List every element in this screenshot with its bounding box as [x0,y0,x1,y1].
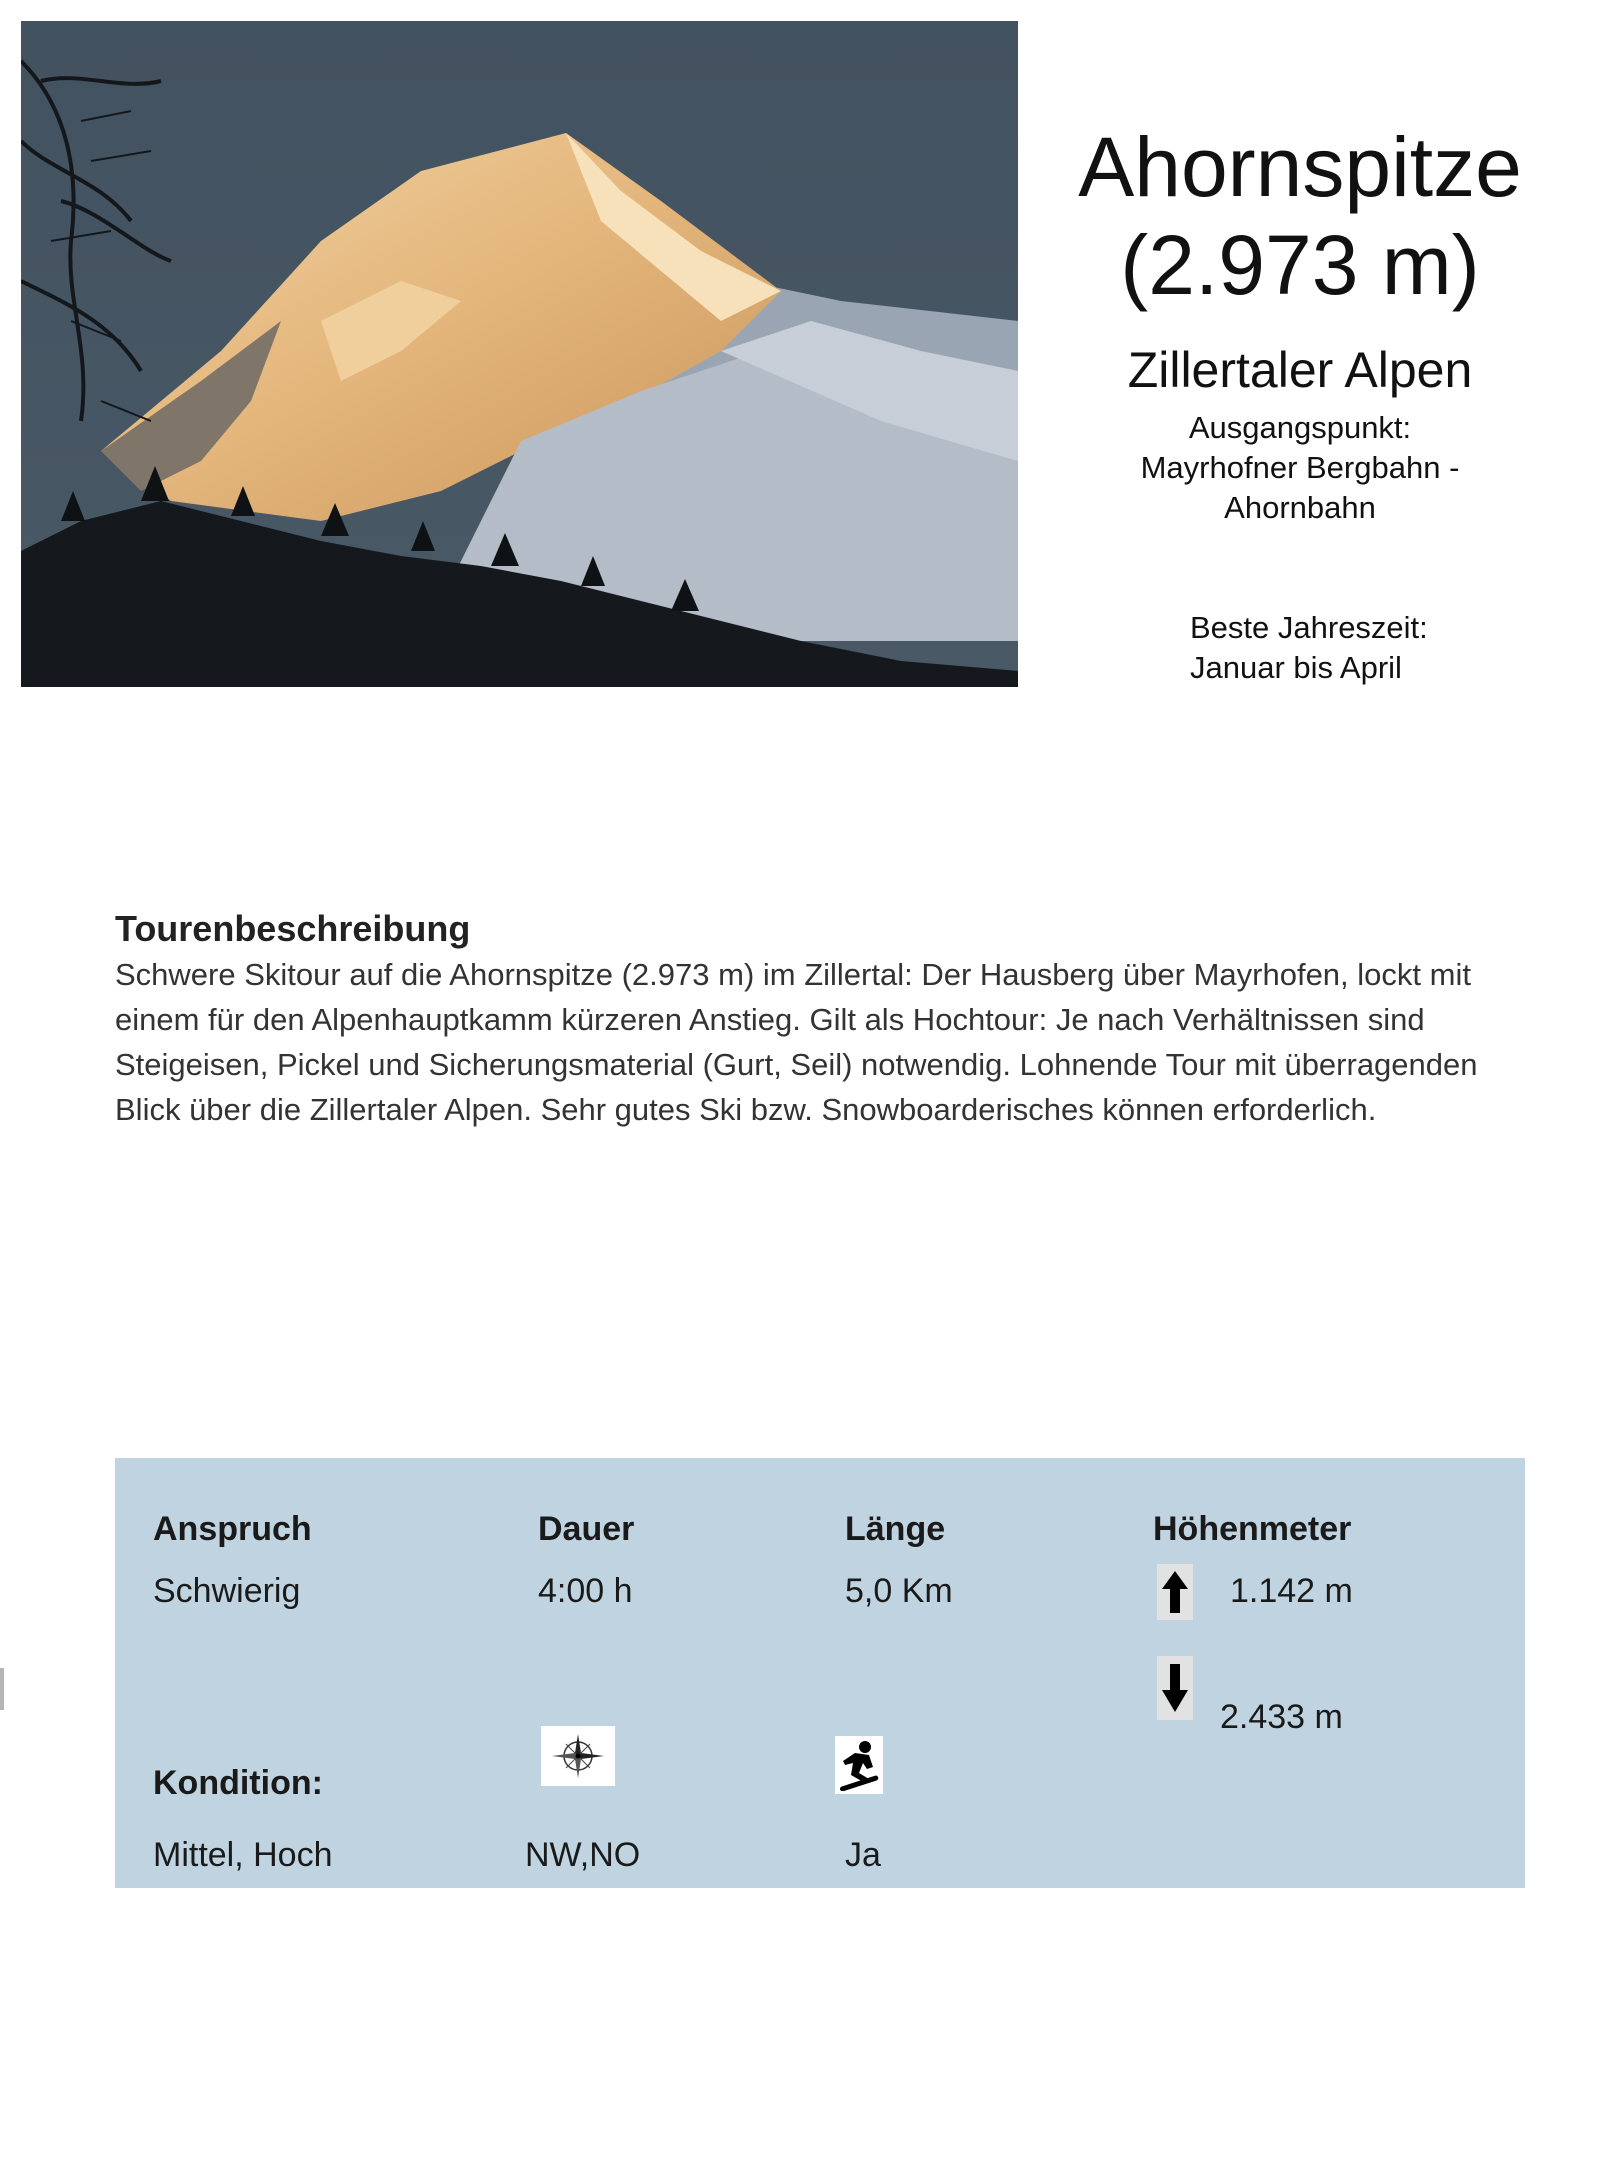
kondition-value: Mittel, Hoch [153,1836,333,1874]
direction-value: NW,NO [525,1836,641,1874]
snowboarder-icon [835,1736,883,1794]
description-heading: Tourenbeschreibung [115,908,471,949]
start-line-2: Ahornbahn [1224,490,1376,525]
title-line-2: (2.973 m) [1120,218,1480,312]
laenge-label: Länge [845,1510,946,1548]
anspruch-value: Schwierig [153,1572,301,1610]
arrow-up-icon [1157,1564,1193,1620]
region-name: Zillertaler Alpen [1127,342,1473,398]
arrow-down-icon [1157,1656,1193,1720]
mountain-photo [21,21,1018,687]
anspruch-label: Anspruch [153,1510,312,1548]
description-text: Schwere Skitour auf die Ahornspitze (2.973 m) im Zillertal: Der Hausberg über Mayrhofen, lockt mit einem für den Alpenhauptkamm kürzeren Anstieg. Gilt als Hochtour: Je nach Verhältnissen sind Steigeisen, Pickel und Sicherungsmaterial (Gurt, Seil) notwendig. Lohnende Tour mit überragenden Blick über die Zillertaler Alpen. Sehr gutes Ski bzw. Snowboarderisches können erforderlich. [115,957,1478,1127]
start-label: Ausgangspunkt: [1188,410,1412,445]
start-line-1: Mayrhofner Bergbahn - [1140,450,1460,485]
hoehenmeter-label: Höhenmeter [1153,1510,1352,1548]
mountain-illustration [21,21,1018,687]
compass-icon [541,1726,615,1786]
laenge-value: 5,0 Km [845,1572,953,1610]
page-edge-marker [0,1668,4,1710]
descent-value: 2.433 m [1220,1698,1343,1736]
starting-point [1040,408,1560,528]
ascent-value: 1.142 m [1230,1572,1353,1610]
dauer-label: Dauer [538,1510,635,1548]
kondition-label: Kondition: [153,1764,323,1802]
tour-info-box [115,1458,1525,1888]
snowboard-value: Ja [845,1836,881,1874]
best-season [1190,608,1550,688]
title-line-1: Ahornspitze [1078,120,1522,214]
season-value: Januar bis April [1190,650,1402,685]
season-label: Beste Jahreszeit: [1190,610,1428,645]
dauer-value: 4:00 h [538,1572,633,1610]
page-title [1040,118,1560,314]
